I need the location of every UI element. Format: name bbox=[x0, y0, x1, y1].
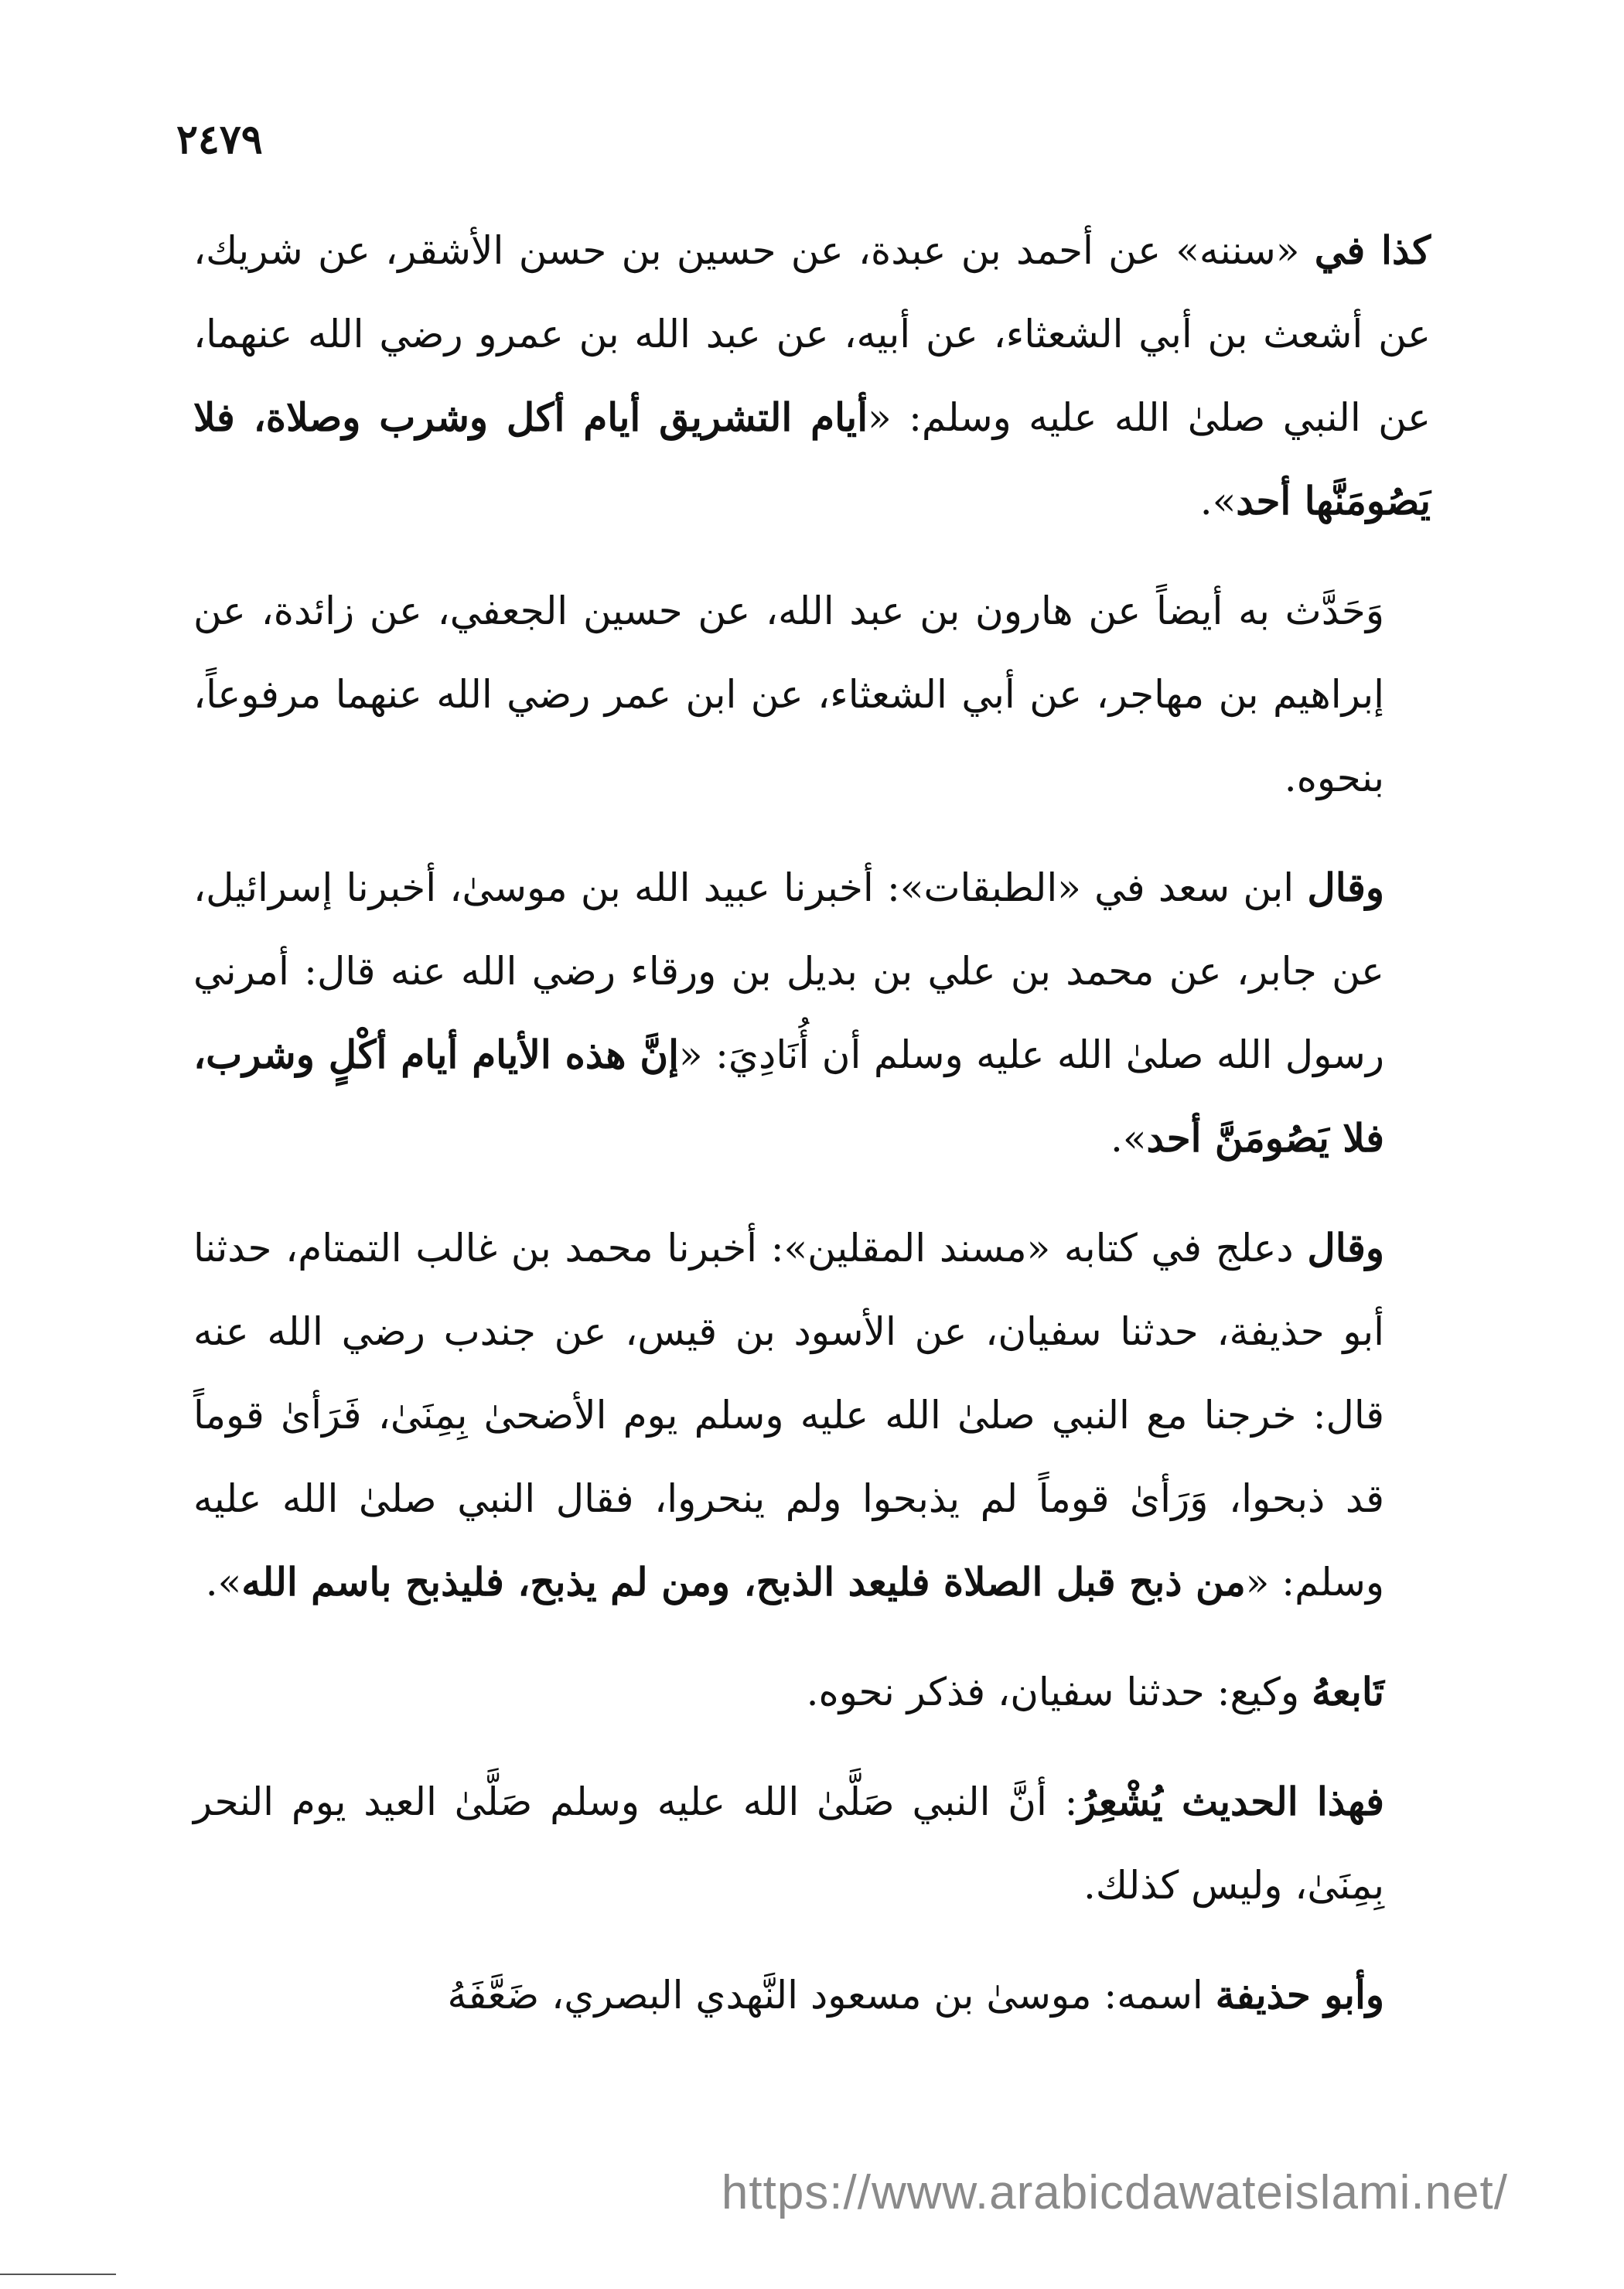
text-segment: ابن سعد في «الطبقات»: أخبرنا عبيد الله بن موسىٰ، أخبرنا إسرائيل، عن جابر، عن محمد بن علي بن بديل بن ورقاء رضي الله عنه قال: أمرني رسول الله صلىٰ الله عليه وسلم أن أُنَادِيَ: « bbox=[193, 865, 1384, 1077]
text-segment: وكيع: حدثنا سفيان، فذكر نحوه. bbox=[806, 1670, 1312, 1714]
bold-text-segment: وأبو حذيفة bbox=[1215, 1972, 1384, 2018]
bold-text-segment: وقال bbox=[1307, 865, 1384, 910]
paragraph bbox=[193, 209, 1431, 543]
paragraph bbox=[193, 846, 1431, 1180]
paragraph bbox=[193, 1953, 1431, 2037]
bottom-rule bbox=[0, 2274, 116, 2275]
text-segment: دعلج في كتابه «مسند المقلين»: أخبرنا محمد بن غالب التمتام، حدثنا أبو حذيفة، حدثنا سفيان، عن الأسود بن قيس، عن جندب رضي الله عنه قال: خرجنا مع النبي صلىٰ الله عليه وسلم يوم الأضحىٰ بِمِنَىٰ، فَرَأىٰ قوماً قد ذبحوا، وَرَأىٰ قوماً لم يذبحوا ولم ينحروا، فقال النبي صلىٰ الله عليه وسلم: « bbox=[193, 1226, 1384, 1605]
bold-text-segment: كذا في bbox=[1314, 227, 1431, 273]
text-segment: ». bbox=[1110, 1116, 1147, 1161]
text-segment: «سننه» عن أحمد بن عبدة، عن حسين بن حسن الأشقر، عن شريك، عن أشعث بن أبي الشعثاء، عن أبيه، عن عبد الله بن عمرو رضي الله عنهما، عن النبي صلىٰ الله عليه وسلم: « bbox=[193, 228, 1431, 440]
text-segment: : أنَّ النبي صَلَّىٰ الله عليه وسلم صَلَّىٰ العيد يوم النحر بِمِنَىٰ، وليس كذلك. bbox=[193, 1779, 1384, 1908]
text-segment: وَحَدَّث به أيضاً عن هارون بن عبد الله، عن حسين الجعفي، عن زائدة، عن إبراهيم بن مهاجر، عن أبي الشعثاء، عن ابن عمر رضي الله عنهما مرفوعاً، بنحوه. bbox=[193, 588, 1384, 800]
bold-text-segment: فهذا الحديث يُشْعِرُ bbox=[1077, 1779, 1385, 1824]
text-segment: ». bbox=[1199, 479, 1237, 524]
paragraph bbox=[193, 569, 1431, 820]
bold-text-segment: تَابعهُ bbox=[1312, 1669, 1384, 1714]
bold-text-segment: وقال bbox=[1307, 1225, 1384, 1271]
bold-text-segment: إنَّ هذه الأيام أيام أكْلٍ وشرب، فلا يَصُومَنَّ أحد bbox=[193, 1032, 1384, 1161]
website-watermark: https://www.arabicdawateislami.net/ bbox=[721, 2166, 1508, 2219]
bold-text-segment: من ذبح قبل الصلاة فليعد الذبح، ومن لم يذبح، فليذبح باسم الله bbox=[241, 1559, 1246, 1605]
paragraph bbox=[193, 1206, 1431, 1624]
bold-text-segment: أيام التشريق أيام أكل وشرب وصلاة، فلا يَصُومَنَّها أحد bbox=[193, 394, 1431, 524]
page-number: ٢٤٧٩ bbox=[176, 116, 263, 163]
text-segment: اسمه: موسىٰ بن مسعود النَّهدي البصري، ضَعَّفَهُ bbox=[447, 1973, 1216, 2018]
paragraph bbox=[193, 1650, 1431, 1734]
paragraph bbox=[193, 1760, 1431, 1927]
body-text bbox=[193, 209, 1431, 2063]
text-segment: ». bbox=[205, 1560, 242, 1605]
